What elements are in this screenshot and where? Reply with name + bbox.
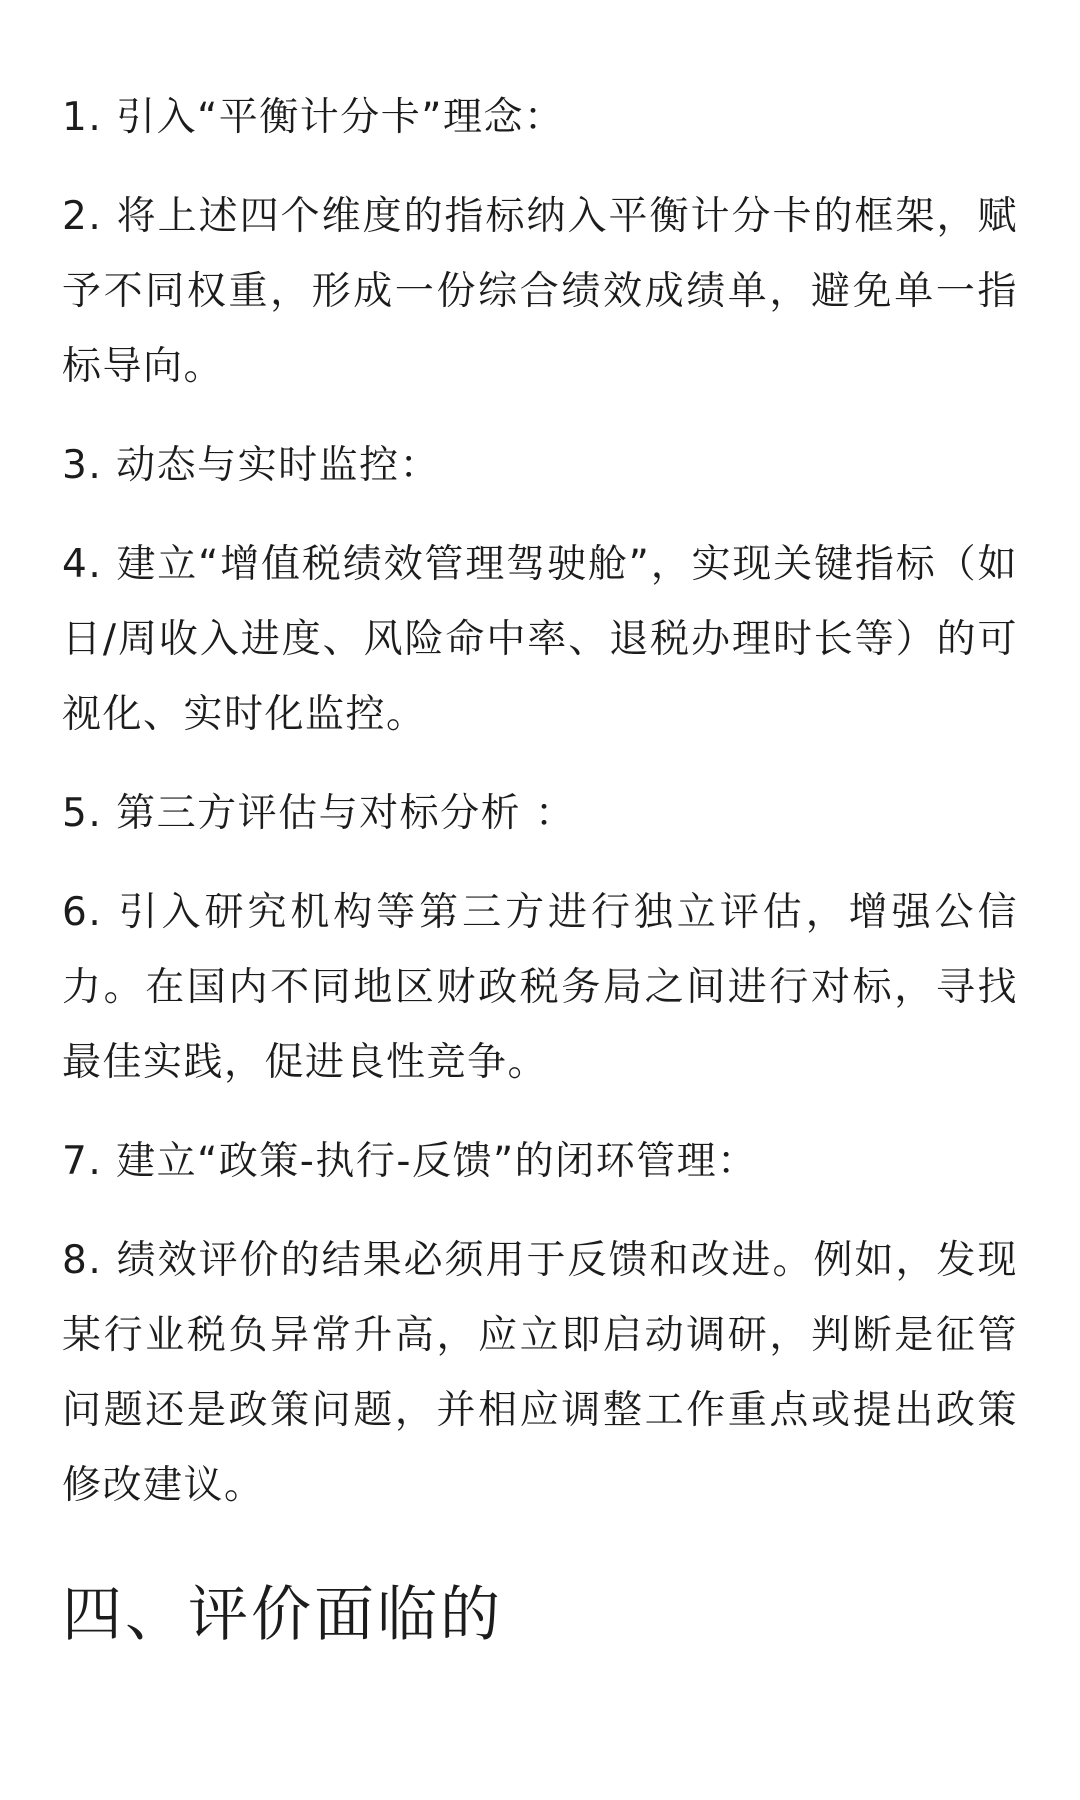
paragraph-1: 1. 引入“平衡计分卡”理念： — [62, 95, 565, 140]
paragraph-6: 6. 引入研究机构等第三方进行独立评估，增强公信力。在国内不同地区财政税务局之间进行对标，寻找最佳实践，促进良性竞争。 — [62, 890, 1018, 1085]
paragraph-2: 2. 将上述四个维度的指标纳入平衡计分卡的框架，赋予不同权重，形成一份综合绩效成绩单，避免单一指标导向。 — [62, 194, 1018, 389]
paragraph-4: 4. 建立“增值税绩效管理驾驶舱”，实现关键指标（如日/周收入进度、风险命中率、退税办理时长等）的可视化、实时化监控。 — [62, 542, 1018, 737]
section-heading: 四、评价面临的 — [62, 1580, 503, 1650]
paragraph-8: 8. 绩效评价的结果必须用于反馈和改进。例如，发现某行业税负异常升高，应立即启动调研，判断是征管问题还是政策问题，并相应调整工作重点或提出政策修改建议。 — [62, 1238, 1018, 1508]
paragraph-5: 5. 第三方评估与对标分析 ： — [62, 791, 576, 836]
paragraph-3: 3. 动态与实时监控： — [62, 443, 441, 488]
paragraph-7: 7. 建立“政策-执行-反馈”的闭环管理： — [62, 1139, 758, 1184]
